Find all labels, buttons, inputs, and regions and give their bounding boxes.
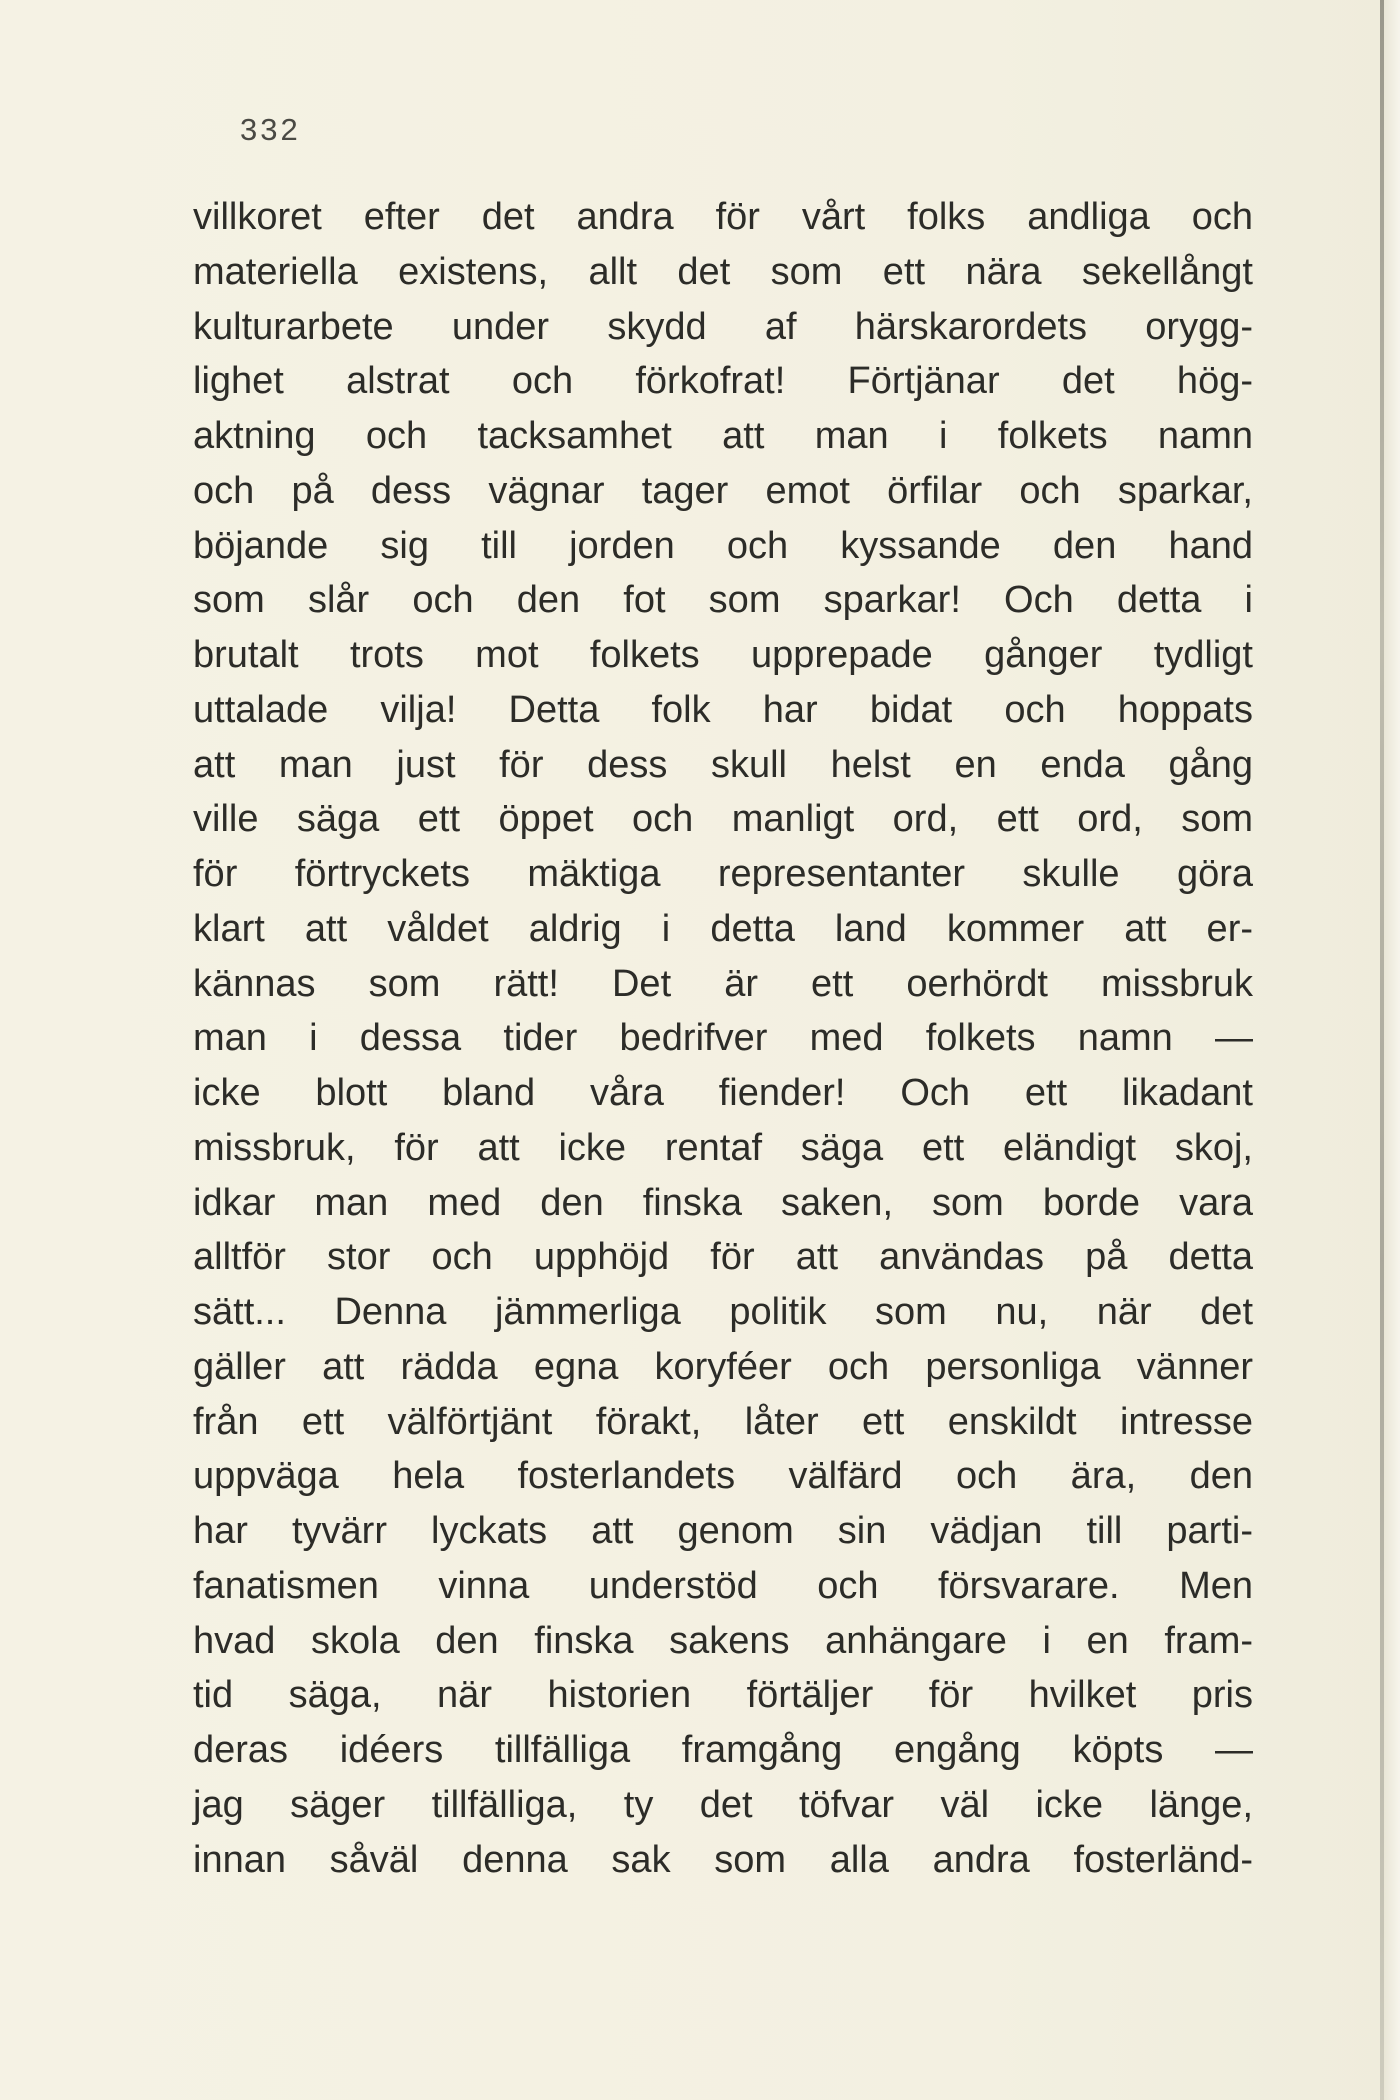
- text-line: jag säger tillfälliga, ty det töfvar väl icke länge,: [193, 1783, 1253, 1826]
- text-line: hvad skola den finska sakens anhängare i en fram-: [193, 1619, 1253, 1662]
- text-line: aktning och tacksamhet att man i folkets namn: [193, 415, 1253, 457]
- text-line: idkar man med den finska saken, som borde vara: [193, 1181, 1253, 1224]
- text-line: för förtryckets mäktiga representanter skulle göra: [193, 853, 1253, 895]
- body-text: [193, 190, 1253, 1887]
- text-line: deras idéers tillfälliga framgång engång köpts —: [193, 1729, 1253, 1771]
- text-line: sätt... Denna jämmerliga politik som nu, när det: [193, 1291, 1253, 1333]
- text-line: ville säga ett öppet och manligt ord, ett ord, som: [193, 798, 1253, 841]
- text-line: villkoret efter det andra för vårt folks andliga och: [193, 196, 1253, 238]
- text-line: missbruk, för att icke rentaf säga ett eländigt skoj,: [193, 1126, 1253, 1169]
- page-edge-shadow: [1384, 0, 1400, 2100]
- text-line: materiella existens, allt det som ett nära sekellångt: [193, 250, 1253, 293]
- text-line: från ett välförtjänt förakt, låter ett enskildt intresse: [193, 1400, 1253, 1443]
- page-number: 332: [240, 112, 301, 147]
- text-line: har tyvärr lyckats att genom sin vädjan till parti-: [193, 1510, 1253, 1552]
- text-line: och på dess vägnar tager emot örfilar och sparkar,: [193, 469, 1253, 512]
- text-line: kännas som rätt! Det är ett oerhördt missbruk: [193, 962, 1253, 1005]
- text-line: gäller att rädda egna koryféer och personliga vänner: [193, 1345, 1253, 1388]
- text-line: brutalt trots mot folkets upprepade gånger tydligt: [193, 634, 1253, 676]
- text-line: klart att våldet aldrig i detta land kommer att er-: [193, 907, 1253, 950]
- text-line: icke blott bland våra fiender! Och ett likadant: [193, 1072, 1253, 1114]
- text-line: innan såväl denna sak som alla andra fosterländ-: [193, 1838, 1253, 1881]
- text-line: fanatismen vinna understöd och försvarare. Men: [193, 1564, 1253, 1607]
- text-line: man i dessa tider bedrifver med folkets namn —: [193, 1017, 1253, 1060]
- text-line: uppväga hela fosterlandets välfärd och ära, den: [193, 1455, 1253, 1498]
- text-line: lighet alstrat och förkofrat! Förtjänar det hög-: [193, 360, 1253, 403]
- text-line: tid säga, när historien förtäljer för hvilket pris: [193, 1674, 1253, 1717]
- text-line: alltför stor och upphöjd för att användas på detta: [193, 1236, 1253, 1279]
- text-line: uttalade vilja! Detta folk har bidat och hoppats: [193, 688, 1253, 731]
- text-line: böjande sig till jorden och kyssande den hand: [193, 524, 1253, 567]
- page-edge: [1380, 0, 1384, 2100]
- text-line: kulturarbete under skydd af härskarordets orygg-: [193, 305, 1253, 348]
- text-line: att man just för dess skull helst en enda gång: [193, 743, 1253, 786]
- text-line: som slår och den fot som sparkar! Och detta i: [193, 579, 1253, 622]
